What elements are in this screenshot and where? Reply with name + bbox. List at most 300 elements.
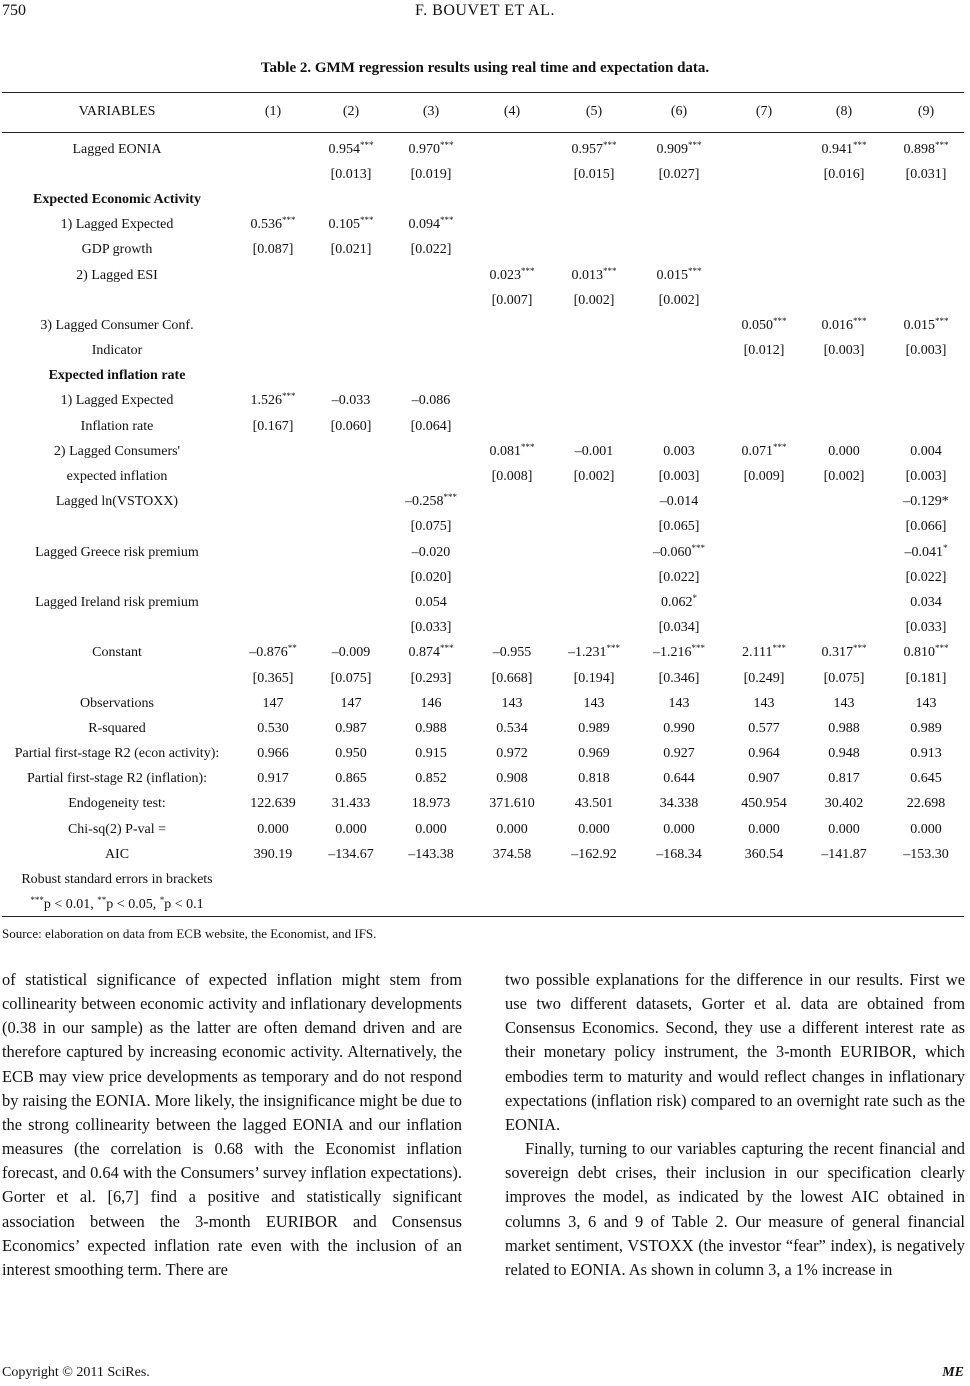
table-cell <box>472 616 552 641</box>
row-label: Lagged Ireland risk premium <box>35 594 199 610</box>
table-cell <box>806 490 882 515</box>
table-cell: [0.019] <box>410 166 452 182</box>
table-cell <box>552 565 636 590</box>
table-cell <box>552 616 636 641</box>
table-cell: 0.054 <box>415 594 447 610</box>
right-column-paragraph-1: two possible explanations for the difference in our results. First we use two different datasets, Gorter et al. data are obtained from Consensus Economics. Second, they use a different interest rate as their monetary policy instrument, the 3-month EURIBOR, which embodies term to maturity and would reflect changes in inflationary expectations (inflation risk) compared to an overnight rate such as the EONIA. <box>505 970 965 1134</box>
table-cell <box>806 867 882 892</box>
table-cell <box>636 339 722 364</box>
left-column-paragraph: of statistical significance of expected inflation might stem from collinearity between economic activity and inflationary developments (0.38 in our sample) as the latter are often demand driven and are therefore captured by increasing economic activity. Alternatively, the ECB may view price developments as temporary and do not respond by raising the EONIA. More likely, the insignificance might be due to the strong collinearity between the lagged EONIA and our inflation measures (the correlation is 0.68 with the Economist inflation forecast, and 0.64 with the Consumers’ survey inflation expectations). Gorter et al. [6,7] find a positive and statistically significant association between the 3-month EURIBOR and Consensus Economics’ expected inflation rate even with the inclusion of an interest smoothing term. There are <box>2 970 462 1279</box>
table-cell: [0.365] <box>252 670 294 686</box>
row-label: Indicator <box>91 343 143 359</box>
table-row <box>0 339 970 364</box>
table-cell: 0.644 <box>663 771 695 787</box>
table-cell: [0.016] <box>823 166 865 182</box>
table-cell: 0.577 <box>748 720 780 736</box>
table-cell <box>390 439 472 464</box>
row-label: Constant <box>92 645 142 661</box>
table-cell <box>472 490 552 515</box>
table-cell <box>722 540 806 565</box>
table-cell <box>312 590 390 615</box>
table-row <box>0 288 970 313</box>
table-cell: –0.020 <box>411 544 451 560</box>
table-cell: 34.338 <box>659 796 699 812</box>
table-cell: –0.041* <box>904 542 948 560</box>
table-cell <box>722 867 806 892</box>
table-cell <box>390 288 472 313</box>
table-cell: [0.031] <box>905 166 947 182</box>
table-cell: –0.033 <box>331 393 371 409</box>
table-cell <box>722 263 806 288</box>
table-cell <box>552 515 636 540</box>
table-cell <box>472 590 552 615</box>
column-header-3: (3) <box>422 104 440 119</box>
table-cell <box>472 162 552 187</box>
table-row <box>0 187 970 212</box>
table-cell: [0.066] <box>905 519 947 535</box>
row-label: 3) Lagged Consumer Conf. <box>40 317 194 333</box>
table-cell: [0.008] <box>491 469 533 485</box>
table-row <box>0 389 970 414</box>
table-cell <box>312 288 390 313</box>
table-cell <box>636 238 722 263</box>
table-cell <box>472 187 552 212</box>
table-cell <box>552 414 636 439</box>
table-cell <box>312 515 390 540</box>
table-cell <box>722 490 806 515</box>
table-cell: 0.000 <box>828 443 860 459</box>
table-cell <box>390 893 472 918</box>
table-cell <box>234 137 312 162</box>
table-title: Table 2. GMM regression results using real time and expectation data. <box>260 60 710 76</box>
table-cell: 146 <box>420 695 442 711</box>
table-cell: [0.034] <box>658 620 700 636</box>
table-cell: –1.216*** <box>653 643 705 661</box>
table-cell <box>472 414 552 439</box>
table-cell: 0.094*** <box>408 215 454 233</box>
table-cell <box>234 263 312 288</box>
table-cell <box>806 389 882 414</box>
table-cell: [0.003] <box>905 469 947 485</box>
running-head-authors: F. BOUVET ET AL. <box>415 2 555 19</box>
table-cell: 43.501 <box>574 796 614 812</box>
table-cell <box>882 867 970 892</box>
table-cell <box>722 238 806 263</box>
table-cell <box>312 893 390 918</box>
table-cell <box>552 238 636 263</box>
table-cell <box>390 867 472 892</box>
table-cell: 0.874*** <box>408 643 454 661</box>
table-cell: 0.989 <box>910 720 942 736</box>
table-row <box>0 238 970 263</box>
table-cell: 122.639 <box>250 796 296 812</box>
row-label: 1) Lagged Expected <box>60 217 174 233</box>
table-cell: 143 <box>668 695 690 711</box>
table-cell <box>312 490 390 515</box>
body-left-column <box>2 968 462 1282</box>
table-cell: [0.249] <box>743 670 785 686</box>
table-cell <box>552 490 636 515</box>
table-cell: [0.009] <box>743 469 785 485</box>
table-row <box>0 263 970 288</box>
row-label <box>0 515 234 540</box>
table-cell <box>234 616 312 641</box>
table-cell: 147 <box>340 695 362 711</box>
row-label: AIC <box>104 846 130 862</box>
table-top-rule <box>2 92 964 93</box>
table-cell <box>472 540 552 565</box>
table-cell: [0.060] <box>330 418 372 434</box>
table-cell: 0.317*** <box>821 643 867 661</box>
table-cell: [0.002] <box>573 292 615 308</box>
table-cell <box>234 464 312 489</box>
table-cell: –1.231*** <box>568 643 620 661</box>
table-cell: 143 <box>583 695 605 711</box>
table-row <box>0 691 970 716</box>
table-cell <box>636 893 722 918</box>
table-cell <box>722 187 806 212</box>
table-cell: 143 <box>501 695 523 711</box>
table-cell: –0.876** <box>249 643 297 661</box>
table-cell <box>472 565 552 590</box>
table-cell: 0.023*** <box>489 265 535 283</box>
table-cell <box>390 464 472 489</box>
table-cell: 0.000 <box>335 821 367 837</box>
table-row <box>0 767 970 792</box>
table-cell <box>806 540 882 565</box>
table-cell: –0.086 <box>411 393 451 409</box>
row-label: Endogeneity test: <box>68 796 166 812</box>
table-cell <box>722 137 806 162</box>
table-cell: –0.009 <box>331 645 371 661</box>
table-cell <box>472 389 552 414</box>
table-row <box>0 540 970 565</box>
table-cell <box>806 364 882 389</box>
table-cell: 0.810*** <box>903 643 949 661</box>
table-cell: 0.898*** <box>903 139 949 157</box>
table-source-note: Source: elaboration on data from ECB website, the Economist, and IFS. <box>2 926 377 941</box>
table-cell <box>882 364 970 389</box>
table-cell <box>234 515 312 540</box>
table-cell: –0.001 <box>574 443 614 459</box>
table-cell: 143 <box>915 695 937 711</box>
table-cell: [0.021] <box>330 242 372 258</box>
table-cell: [0.064] <box>410 418 452 434</box>
column-header-7: (7) <box>755 104 773 119</box>
table-cell: [0.007] <box>491 292 533 308</box>
table-cell: 0.034 <box>910 594 942 610</box>
table-cell: [0.075] <box>823 670 865 686</box>
row-label <box>0 162 234 187</box>
column-header-variables: VARIABLES <box>78 104 156 119</box>
table-cell <box>312 364 390 389</box>
table-cell: 0.000 <box>415 821 447 837</box>
table-cell <box>234 288 312 313</box>
row-label <box>0 666 234 691</box>
table-cell <box>722 162 806 187</box>
table-cell <box>806 414 882 439</box>
row-label: Partial first-stage R2 (econ activity): <box>14 746 220 762</box>
table-cell: 0.645 <box>910 771 942 787</box>
table-cell <box>234 439 312 464</box>
table-cell: 0.015*** <box>903 315 949 333</box>
table-cell <box>234 540 312 565</box>
row-label <box>0 288 234 313</box>
table-cell <box>636 213 722 238</box>
table-cell: [0.033] <box>905 620 947 636</box>
table-cell <box>390 364 472 389</box>
row-label <box>0 565 234 590</box>
table-cell <box>636 867 722 892</box>
table-row <box>0 414 970 439</box>
table-cell: 0.957*** <box>571 139 617 157</box>
table-cell <box>882 263 970 288</box>
table-cell <box>234 565 312 590</box>
table-row <box>0 137 970 162</box>
table-cell: 0.004 <box>910 443 942 459</box>
table-row <box>0 616 970 641</box>
table-cell: [0.194] <box>573 670 615 686</box>
table-cell <box>636 389 722 414</box>
table-cell: 374.58 <box>492 846 532 862</box>
table-cell: [0.346] <box>658 670 700 686</box>
table-cell: 0.530 <box>257 720 289 736</box>
table-spacer-row <box>0 128 970 137</box>
table-header-row <box>0 96 970 128</box>
table-cell <box>552 313 636 338</box>
table-cell: 0.990 <box>663 720 695 736</box>
table-cell <box>552 187 636 212</box>
table-cell: –153.30 <box>903 846 949 862</box>
table-cell: 0.817 <box>828 771 860 787</box>
table-cell <box>390 313 472 338</box>
table-cell: [0.075] <box>330 670 372 686</box>
table-cell: –143.38 <box>408 846 454 862</box>
table-cell: 30.402 <box>824 796 864 812</box>
table-cell <box>234 590 312 615</box>
regression-table <box>0 96 970 918</box>
table-row <box>0 565 970 590</box>
table-cell: 0.988 <box>415 720 447 736</box>
table-cell <box>312 439 390 464</box>
table-cell: [0.087] <box>252 242 294 258</box>
table-cell: 0.987 <box>335 720 367 736</box>
row-label: 2) Lagged ESI <box>76 267 158 283</box>
table-cell: 0.989 <box>578 720 610 736</box>
row-label: Robust standard errors in brackets <box>21 872 213 888</box>
table-cell <box>806 565 882 590</box>
table-cell <box>806 616 882 641</box>
table-cell: 0.948 <box>828 746 860 762</box>
table-cell: –141.87 <box>821 846 867 862</box>
row-label: Inflation rate <box>80 418 154 434</box>
table-cell: 22.698 <box>906 796 946 812</box>
table-row <box>0 842 970 867</box>
table-cell: 0.534 <box>496 720 528 736</box>
table-cell <box>552 389 636 414</box>
table-cell: [0.002] <box>658 292 700 308</box>
table-cell: 0.915 <box>415 746 447 762</box>
table-cell: [0.022] <box>658 569 700 585</box>
table-cell <box>312 464 390 489</box>
table-cell: [0.075] <box>410 519 452 535</box>
table-row <box>0 867 970 892</box>
table-row <box>0 817 970 842</box>
table-cell <box>722 389 806 414</box>
table-cell <box>472 364 552 389</box>
table-cell <box>722 213 806 238</box>
table-cell: [0.002] <box>823 469 865 485</box>
table-cell <box>882 414 970 439</box>
table-cell: 0.909*** <box>656 139 702 157</box>
row-label <box>0 616 234 641</box>
table-row <box>0 666 970 691</box>
table-row <box>0 792 970 817</box>
table-cell <box>636 364 722 389</box>
table-cell <box>882 389 970 414</box>
table-cell: [0.181] <box>905 670 947 686</box>
table-cell: 0.000 <box>578 821 610 837</box>
table-cell: –0.129* <box>903 494 949 510</box>
table-cell: –134.67 <box>328 846 374 862</box>
row-label: Observations <box>80 695 154 711</box>
table-row <box>0 590 970 615</box>
table-cell: [0.033] <box>410 620 452 636</box>
table-cell: 0.000 <box>663 821 695 837</box>
table-cell <box>552 893 636 918</box>
table-cell: 0.966 <box>257 746 289 762</box>
table-cell <box>234 313 312 338</box>
table-cell: 147 <box>262 695 284 711</box>
table-cell <box>806 213 882 238</box>
row-label: Lagged ln(VSTOXX) <box>55 494 179 510</box>
row-label: ***p < 0.01, **p < 0.05, *p < 0.1 <box>30 895 204 913</box>
table-cell <box>806 893 882 918</box>
table-cell <box>636 414 722 439</box>
table-cell: [0.022] <box>410 242 452 258</box>
table-cell <box>552 213 636 238</box>
table-cell <box>882 893 970 918</box>
table-cell: 0.062* <box>661 592 697 610</box>
table-cell <box>636 313 722 338</box>
table-row <box>0 439 970 464</box>
table-cell: [0.022] <box>905 569 947 585</box>
row-label: expected inflation <box>66 469 168 485</box>
table-cell <box>312 313 390 338</box>
table-cell: 0.000 <box>828 821 860 837</box>
table-cell: [0.013] <box>330 166 372 182</box>
table-cell <box>234 490 312 515</box>
table-cell <box>722 616 806 641</box>
table-row <box>0 364 970 389</box>
table-cell: 0.865 <box>335 771 367 787</box>
row-label: R-squared <box>88 720 146 736</box>
table-cell: 31.433 <box>331 796 371 812</box>
table-cell: 360.54 <box>744 846 784 862</box>
table-cell <box>722 364 806 389</box>
table-cell: 371.610 <box>489 796 535 812</box>
table-cell <box>234 364 312 389</box>
table-cell <box>552 364 636 389</box>
table-cell <box>722 515 806 540</box>
table-cell: 0.071*** <box>741 441 787 459</box>
table-cell: 0.964 <box>748 746 780 762</box>
row-label: 1) Lagged Expected <box>60 393 174 409</box>
table-cell: [0.012] <box>743 343 785 359</box>
table-cell <box>882 238 970 263</box>
table-cell: –0.258*** <box>405 492 457 510</box>
table-cell: 0.972 <box>496 746 528 762</box>
table-cell <box>882 187 970 212</box>
table-cell: 0.970*** <box>408 139 454 157</box>
table-cell: [0.003] <box>905 343 947 359</box>
table-row <box>0 464 970 489</box>
column-header-9: (9) <box>917 104 935 119</box>
row-label: 2) Lagged Consumers' <box>53 443 181 459</box>
table-row <box>0 893 970 918</box>
table-cell <box>552 540 636 565</box>
table-cell <box>636 187 722 212</box>
table-row <box>0 490 970 515</box>
row-label: GDP growth <box>81 242 153 258</box>
table-cell: [0.668] <box>491 670 533 686</box>
table-cell: 0.908 <box>496 771 528 787</box>
table-row <box>0 515 970 540</box>
row-label: Expected Economic Activity <box>33 191 201 207</box>
table-cell <box>390 187 472 212</box>
table-cell <box>234 893 312 918</box>
table-cell: –0.060*** <box>653 542 705 560</box>
table-cell: [0.002] <box>573 469 615 485</box>
table-cell: –168.34 <box>656 846 702 862</box>
table-cell: [0.027] <box>658 166 700 182</box>
row-label: Chi-sq(2) P-val = <box>67 821 167 837</box>
footer-copyright: Copyright © 2011 SciRes. <box>2 1365 150 1380</box>
row-label: Lagged EONIA <box>72 141 162 157</box>
table-row <box>0 742 970 767</box>
table-cell <box>472 137 552 162</box>
table-cell <box>312 540 390 565</box>
body-right-column <box>505 968 965 1282</box>
column-header-4: (4) <box>503 104 521 119</box>
table-cell <box>234 187 312 212</box>
table-cell <box>722 414 806 439</box>
table-cell <box>472 867 552 892</box>
table-cell: [0.020] <box>410 569 452 585</box>
table-cell: 0.907 <box>748 771 780 787</box>
table-cell <box>390 263 472 288</box>
page-number: 750 <box>2 2 26 19</box>
table-cell: 0.050*** <box>741 315 787 333</box>
table-cell: 143 <box>753 695 775 711</box>
table-cell <box>390 339 472 364</box>
table-cell: 0.852 <box>415 771 447 787</box>
table-cell <box>312 616 390 641</box>
table-cell: 0.016*** <box>821 315 867 333</box>
table-cell: 0.015*** <box>656 265 702 283</box>
table-cell <box>234 867 312 892</box>
table-cell: 0.988 <box>828 720 860 736</box>
table-cell <box>722 590 806 615</box>
table-cell <box>882 288 970 313</box>
table-cell: 0.917 <box>257 771 289 787</box>
column-header-6: (6) <box>670 104 688 119</box>
table-cell: 0.941*** <box>821 139 867 157</box>
footer-journal: ME <box>942 1365 964 1380</box>
table-cell <box>552 590 636 615</box>
table-cell <box>312 339 390 364</box>
table-cell: 143 <box>833 695 855 711</box>
